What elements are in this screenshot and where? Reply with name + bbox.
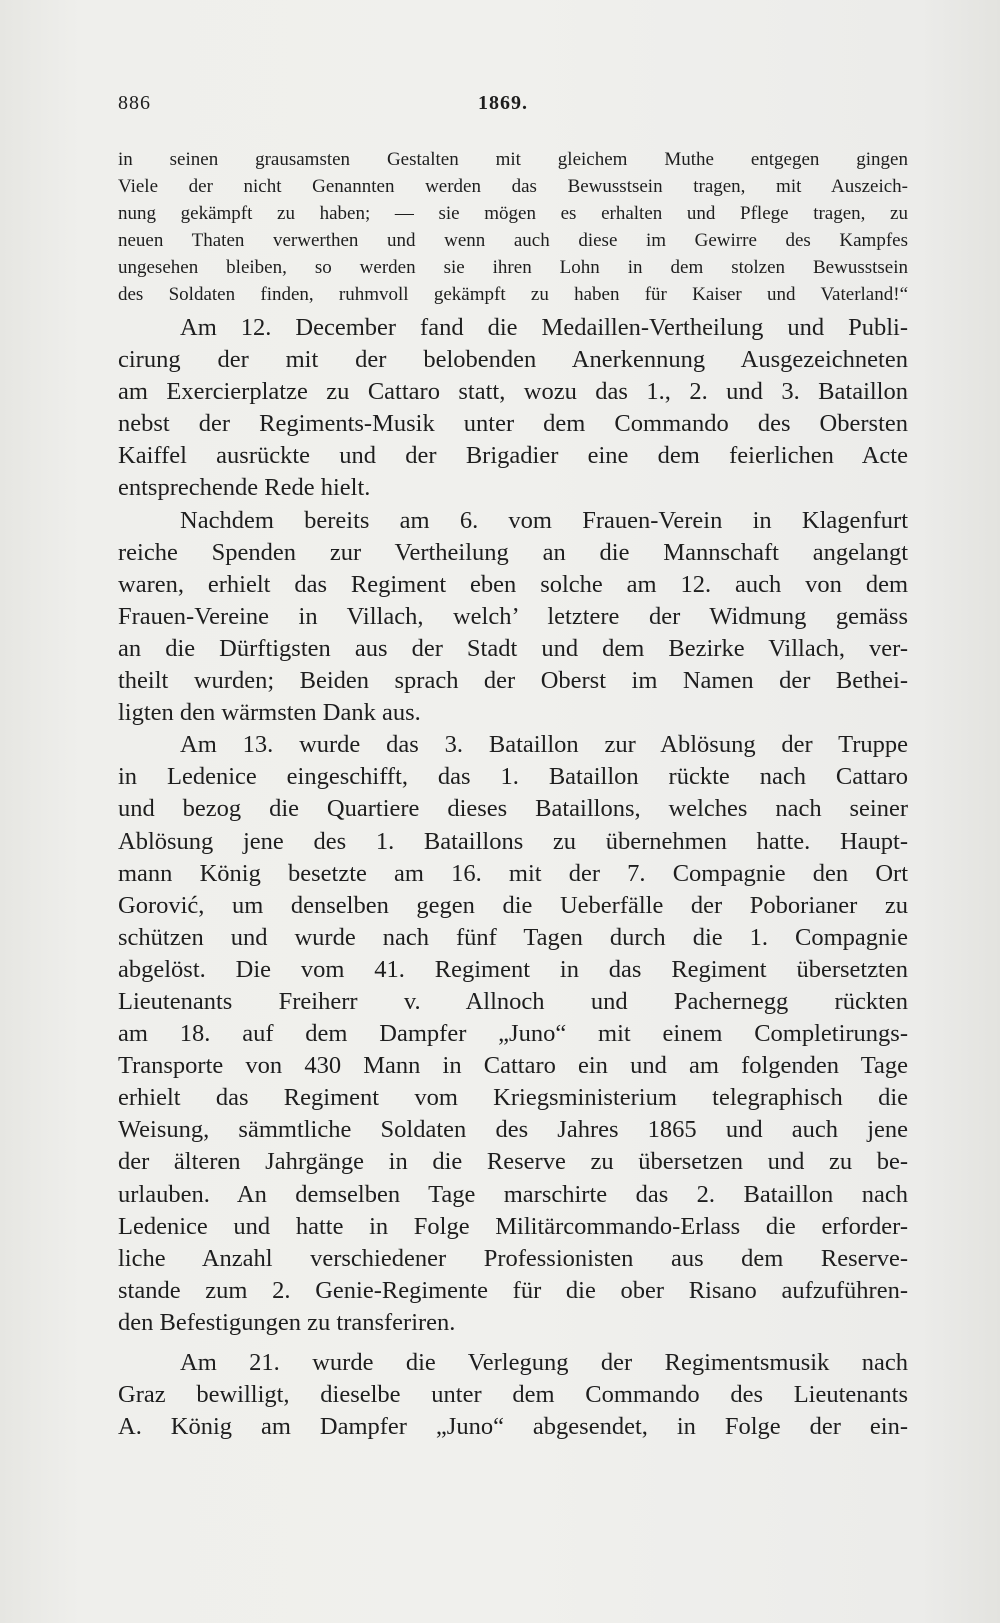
paragraph-battalion-movements: [118, 729, 908, 1339]
text-line: Transporte von 430 Mann in Cattaro ein und am folgenden Tage: [118, 1052, 908, 1080]
text-line: Am 12. December fand die Medaillen-Vertheilung und Publi-: [180, 314, 908, 341]
text-line: reiche Spenden zur Vertheilung an die Mannschaft angelangt: [118, 538, 908, 566]
text-line: Kaiffel ausrückte und der Brigadier eine dem feierlichen Acte: [118, 442, 908, 470]
text-line: Ledenice und hatte in Folge Militärcommando-Erlass die erforder-: [118, 1212, 908, 1240]
text-line: waren, erhielt das Regiment eben solche am 12. auch von dem: [118, 570, 908, 598]
running-head-year: 1869.: [478, 92, 528, 114]
text-line: Viele der nicht Genannten werden das Bewusstsein tragen, mit Auszeich-: [118, 176, 908, 197]
text-line: des Soldaten finden, ruhmvoll gekämpft zu haben für Kaiser und Vaterland!“: [118, 284, 908, 305]
text-line: in Ledenice eingeschifft, das 1. Bataillon rückte nach Cattaro: [118, 763, 908, 791]
text-line: in seinen grausamsten Gestalten mit gleichem Muthe entgegen gingen: [118, 149, 908, 170]
text-line: nebst der Regiments-Musik unter dem Commando des Obersten: [118, 410, 908, 438]
text-line: A. König am Dampfer „Juno“ abgesendet, in Folge der ein-: [118, 1413, 908, 1441]
text-line: Lieutenants Freiherr v. Allnoch und Pachernegg rückten: [118, 987, 908, 1015]
text-line: cirung der mit der belobenden Anerkennung Ausgezeichneten: [118, 346, 908, 374]
text-line: erhielt das Regiment vom Kriegsministerium telegraphisch die: [118, 1084, 908, 1112]
text-line: neuen Thaten verwerthen und wenn auch diese im Gewirre des Kampfes: [118, 230, 908, 251]
text-line: mann König besetzte am 16. mit der 7. Compagnie den Ort: [118, 859, 908, 887]
text-line: am 18. auf dem Dampfer „Juno“ mit einem Completirungs-: [118, 1020, 908, 1048]
text-line: an die Dürftigsten aus der Stadt und dem Bezirke Villach, ver-: [118, 634, 908, 662]
text-line: Gorović, um denselben gegen die Ueberfälle der Poborianer zu: [118, 891, 908, 919]
text-line: entsprechende Rede hielt.: [118, 474, 371, 502]
quotation-ending: [118, 146, 908, 308]
paragraph-gap: [118, 1339, 908, 1347]
text-line: abgelöst. Die vom 41. Regiment in das Regiment übersetzten: [118, 955, 908, 983]
text-line: theilt wurden; Beiden sprach der Oberst im Namen der Bethei-: [118, 667, 908, 695]
text-line: Ablösung jene des 1. Bataillons zu übernehmen hatte. Haupt-: [118, 827, 908, 855]
text-line: am Exercierplatze zu Cattaro statt, wozu das 1., 2. und 3. Bataillon: [118, 378, 908, 406]
text-line: Am 13. wurde das 3. Bataillon zur Ablösung der Truppe: [180, 731, 908, 759]
text-line: stande zum 2. Genie-Regimente für die ober Risano aufzuführen-: [118, 1276, 908, 1304]
text-line: ligten den wärmsten Dank aus.: [118, 699, 421, 727]
text-line: urlauben. An demselben Tage marschirte das 2. Bataillon nach: [118, 1180, 908, 1208]
text-line: Am 21. wurde die Verlegung der Regimentsmusik nach: [180, 1349, 908, 1376]
text-line: nung gekämpft zu haben; — sie mögen es erhalten und Pflege tragen, zu: [118, 203, 908, 224]
text-line: Weisung, sämmtliche Soldaten des Jahres 1865 und auch jene: [118, 1116, 908, 1144]
text-line: Frauen-Vereine in Villach, welch’ letztere der Widmung gemäss: [118, 602, 908, 630]
text-line: der älteren Jahrgänge in die Reserve zu übersetzen und zu be-: [118, 1148, 908, 1176]
text-line: Graz bewilligt, dieselbe unter dem Commando des Lieutenants: [118, 1381, 908, 1409]
text-line: den Befestigungen zu transferiren.: [118, 1308, 456, 1336]
text-line: liche Anzahl verschiedener Professionisten aus dem Reserve-: [118, 1244, 908, 1272]
paragraph-medal-distribution: [118, 312, 908, 505]
paragraph-donations: [118, 505, 908, 730]
page-number: 886: [118, 92, 151, 114]
page-header: [118, 92, 908, 122]
text-line: ungesehen bleiben, so werden sie ihren Lohn in dem stolzen Bewusstsein: [118, 257, 908, 278]
text-line: Nachdem bereits am 6. vom Frauen-Verein in Klagenfurt: [180, 506, 908, 534]
text-line: schützen und wurde nach fünf Tagen durch die 1. Compagnie: [118, 923, 908, 951]
main-text: [118, 312, 908, 1443]
text-line: und bezog die Quartiere dieses Bataillons, welches nach seiner: [118, 795, 908, 823]
paragraph-regimental-music: [118, 1347, 908, 1443]
